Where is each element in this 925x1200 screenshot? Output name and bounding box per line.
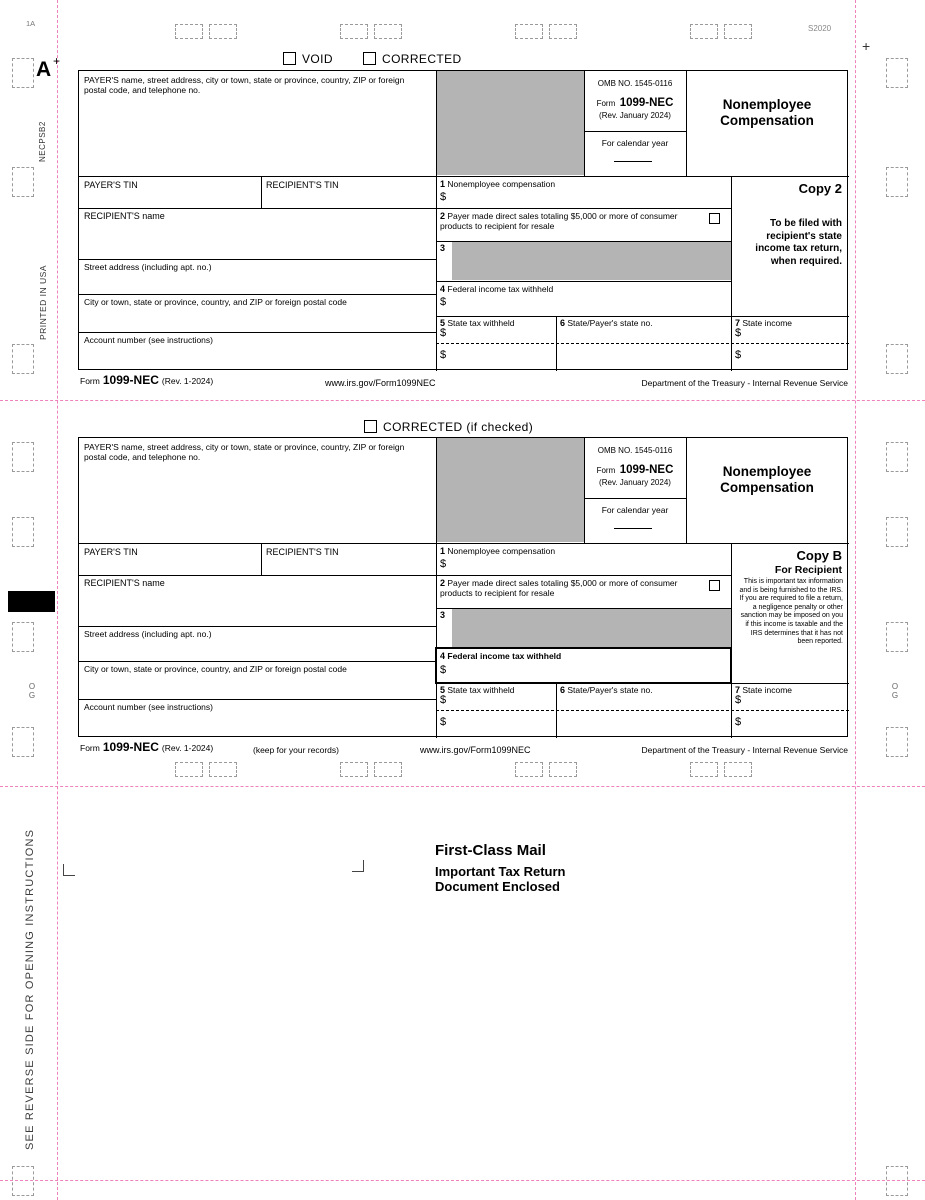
copy-note: To be filed with recipient's state income tax return, when required. bbox=[755, 218, 842, 267]
omb-number: OMB NO. 1545-0116 bbox=[597, 446, 673, 455]
form-divider bbox=[79, 259, 436, 260]
box3-number: 3 bbox=[440, 243, 446, 253]
copy-designation-column bbox=[731, 176, 848, 315]
street-address-label: Street address (including apt. no.) bbox=[84, 629, 212, 639]
box4-amount: $ bbox=[440, 296, 447, 308]
registration-mark bbox=[374, 24, 402, 39]
registration-mark bbox=[12, 517, 34, 547]
box1-number: 1 bbox=[440, 546, 446, 556]
registration-mark bbox=[886, 517, 908, 547]
registration-mark bbox=[886, 344, 908, 374]
box2-checkbox[interactable] bbox=[709, 213, 720, 224]
box7-amount-1: $ bbox=[735, 327, 742, 339]
sheet-code: S2020 bbox=[808, 24, 832, 33]
payers-tin-label: PAYER'S TIN bbox=[84, 547, 138, 557]
form-title: Nonemployee Compensation bbox=[720, 97, 814, 128]
box5-label bbox=[440, 685, 515, 695]
registration-mark bbox=[886, 167, 908, 197]
copy-label: Copy 2 bbox=[798, 181, 842, 196]
calendar-year-label: For calendar year bbox=[601, 505, 669, 515]
box7-text: State income bbox=[742, 685, 793, 695]
box7-amount-1: $ bbox=[735, 694, 742, 706]
perforation-line-vertical-right bbox=[855, 0, 856, 1200]
box6-number: 6 bbox=[560, 318, 566, 328]
registration-mark bbox=[12, 1166, 34, 1196]
form-divider bbox=[79, 626, 436, 627]
box7-amount-2: $ bbox=[735, 349, 742, 361]
mail-line1: First-Class Mail bbox=[435, 842, 546, 859]
corrected-if-checked-checkbox[interactable] bbox=[364, 420, 377, 433]
form-number-header bbox=[584, 93, 686, 111]
irs-url: www.irs.gov/Form1099NEC bbox=[420, 745, 531, 755]
registration-mark bbox=[12, 58, 34, 88]
registration-mark bbox=[886, 622, 908, 652]
box5-number: 5 bbox=[440, 318, 446, 328]
corrected-if-checked-label: CORRECTED (if checked) bbox=[383, 420, 534, 434]
box4-label bbox=[440, 651, 561, 661]
for-recipient-label: For Recipient bbox=[774, 564, 842, 576]
form-divider bbox=[686, 71, 687, 176]
og-g: G bbox=[28, 691, 36, 700]
calendar-year-label: For calendar year bbox=[601, 138, 669, 148]
plus-crop-mark-left: + bbox=[53, 54, 61, 68]
box2-checkbox[interactable] bbox=[709, 580, 720, 591]
form-divider bbox=[79, 294, 436, 295]
city-label: City or town, state or province, country, and ZIP or foreign postal code bbox=[84, 297, 347, 307]
corner-letter: A bbox=[36, 58, 52, 81]
perforation-line-horizontal-2 bbox=[0, 786, 925, 787]
mail-line3: Document Enclosed bbox=[435, 879, 560, 894]
recipient-notice: This is important tax information and is being furnished to the IRS. If you are required to file a return, a negligence penalty or other sanction may be imposed on you if this income is taxable and the IRS determines that it has not been reported. bbox=[739, 578, 843, 646]
registration-mark bbox=[886, 442, 908, 472]
box6-label bbox=[560, 318, 653, 328]
box4-number: 4 bbox=[440, 284, 446, 294]
form-divider bbox=[436, 316, 849, 317]
box2-text: Payer made direct sales totaling $5,000 or more of consumer products to recipient for resale bbox=[440, 211, 678, 231]
registration-mark bbox=[209, 762, 237, 777]
box1-text: Nonemployee compensation bbox=[447, 179, 556, 189]
form-divider bbox=[436, 438, 437, 738]
box1-label bbox=[440, 546, 555, 556]
box6-label bbox=[560, 685, 653, 695]
form-revision: (Rev. January 2024) bbox=[599, 478, 671, 487]
registration-mark bbox=[549, 24, 577, 39]
registration-mark bbox=[175, 24, 203, 39]
form-title: Nonemployee Compensation bbox=[720, 464, 814, 495]
envelope-window-mark-right bbox=[352, 860, 364, 872]
registration-mark bbox=[724, 24, 752, 39]
box4-number: 4 bbox=[440, 651, 446, 661]
form-divider bbox=[584, 498, 686, 499]
form-footer-id bbox=[80, 741, 213, 754]
registration-mark bbox=[12, 344, 34, 374]
form-divider bbox=[436, 281, 731, 282]
registration-mark bbox=[515, 24, 543, 39]
envelope-window-mark-left bbox=[63, 864, 75, 876]
og-o: O bbox=[891, 682, 899, 691]
registration-black-bar bbox=[8, 591, 55, 612]
mail-notice bbox=[435, 842, 566, 894]
entry-shade-area bbox=[437, 71, 584, 175]
box2-label bbox=[440, 578, 698, 598]
box2-label bbox=[440, 211, 698, 231]
form-divider bbox=[79, 661, 436, 662]
form-divider bbox=[79, 699, 436, 700]
form-divider bbox=[436, 71, 437, 371]
box3-shade bbox=[452, 609, 731, 647]
form-number-header bbox=[584, 460, 686, 478]
registration-mark bbox=[886, 1166, 908, 1196]
payer-info-label: PAYER'S name, street address, city or town, state or province, country, ZIP or foreign postal code, and telephone no. bbox=[84, 442, 405, 462]
box1-amount: $ bbox=[440, 191, 447, 203]
box7-label bbox=[735, 685, 792, 695]
registration-mark bbox=[515, 762, 543, 777]
treasury-label: Department of the Treasury - Internal Revenue Service bbox=[641, 378, 848, 388]
box5-label bbox=[440, 318, 515, 328]
payer-info-label: PAYER'S name, street address, city or town, state or province, country, ZIP or foreign postal code, and telephone no. bbox=[84, 75, 405, 95]
og-o: O bbox=[28, 682, 36, 691]
form-1099nec-copy2 bbox=[78, 70, 848, 370]
box7-label bbox=[735, 318, 792, 328]
recipients-tin-label: RECIPIENT'S TIN bbox=[266, 180, 339, 190]
registration-mark bbox=[12, 727, 34, 757]
street-address-label: Street address (including apt. no.) bbox=[84, 262, 212, 272]
box6-number: 6 bbox=[560, 685, 566, 695]
calendar-year-blank bbox=[614, 528, 652, 529]
calendar-year-blank bbox=[614, 161, 652, 162]
payers-tin-label: PAYER'S TIN bbox=[84, 180, 138, 190]
footer-form-word: Form bbox=[80, 743, 100, 753]
box5-text: State tax withheld bbox=[447, 318, 515, 328]
form-divider bbox=[79, 208, 731, 209]
box7-amount-2: $ bbox=[735, 716, 742, 728]
form-divider bbox=[261, 176, 262, 208]
registration-mark bbox=[175, 762, 203, 777]
box2-number: 2 bbox=[440, 578, 446, 588]
form-divider bbox=[436, 608, 731, 609]
form-divider bbox=[79, 332, 436, 333]
box1-number: 1 bbox=[440, 179, 446, 189]
footer-revision: (Rev. 1-2024) bbox=[161, 743, 214, 753]
city-label: City or town, state or province, country, and ZIP or foreign postal code bbox=[84, 664, 347, 674]
footer-form-number: 1099-NEC bbox=[102, 373, 159, 387]
box6-text: State/Payer's state no. bbox=[567, 318, 653, 328]
registration-mark bbox=[340, 24, 368, 39]
og-g: G bbox=[891, 691, 899, 700]
void-checkbox[interactable] bbox=[283, 52, 296, 65]
form-word: Form bbox=[596, 99, 616, 108]
form-divider bbox=[584, 131, 686, 132]
box3-number: 3 bbox=[440, 610, 446, 620]
copy-designation-column bbox=[731, 543, 848, 682]
registration-mark bbox=[886, 58, 908, 88]
omb-number: OMB NO. 1545-0116 bbox=[597, 79, 673, 88]
form-divider bbox=[261, 543, 262, 575]
perforation-line-horizontal-3 bbox=[0, 1180, 925, 1181]
box2-text: Payer made direct sales totaling $5,000 or more of consumer products to recipient for resale bbox=[440, 578, 678, 598]
entry-shade-area bbox=[437, 438, 584, 542]
footer-form-word: Form bbox=[80, 376, 100, 386]
recipient-name-label: RECIPIENT'S name bbox=[84, 578, 165, 588]
box1-amount: $ bbox=[440, 558, 447, 570]
box2-number: 2 bbox=[440, 211, 446, 221]
form-divider bbox=[79, 575, 731, 576]
corrected-label: CORRECTED bbox=[382, 52, 462, 66]
form-word: Form bbox=[596, 466, 616, 475]
footer-revision: (Rev. 1-2024) bbox=[161, 376, 214, 386]
box4-label bbox=[440, 284, 553, 294]
printed-in-usa-vertical: PRINTED IN USA bbox=[38, 264, 48, 340]
void-label: VOID bbox=[302, 52, 333, 66]
account-number-label: Account number (see instructions) bbox=[84, 335, 213, 345]
perforation-line-horizontal-1 bbox=[0, 400, 925, 401]
form-divider bbox=[686, 438, 687, 543]
box3-label bbox=[440, 610, 445, 620]
perforation-line-vertical-left bbox=[57, 0, 58, 1200]
keep-records-label: (keep for your records) bbox=[253, 745, 339, 755]
registration-mark bbox=[12, 622, 34, 652]
form-number: 1099-NEC bbox=[619, 464, 674, 476]
form-divider bbox=[436, 241, 731, 242]
recipient-name-label: RECIPIENT'S name bbox=[84, 211, 165, 221]
form-revision: (Rev. January 2024) bbox=[599, 111, 671, 120]
box1-text: Nonemployee compensation bbox=[447, 546, 556, 556]
registration-mark bbox=[340, 762, 368, 777]
box3-shade bbox=[452, 242, 731, 280]
amount-dashed-line bbox=[436, 710, 849, 711]
registration-mark bbox=[724, 762, 752, 777]
registration-mark bbox=[209, 24, 237, 39]
og-mark-left bbox=[27, 682, 37, 700]
registration-mark bbox=[690, 24, 718, 39]
box6-text: State/Payer's state no. bbox=[567, 685, 653, 695]
registration-mark bbox=[549, 762, 577, 777]
treasury-label: Department of the Treasury - Internal Revenue Service bbox=[641, 745, 848, 755]
box1-label bbox=[440, 179, 555, 189]
box7-text: State income bbox=[742, 318, 793, 328]
recipients-tin-label: RECIPIENT'S TIN bbox=[266, 547, 339, 557]
registration-mark bbox=[690, 762, 718, 777]
box4-amount: $ bbox=[440, 664, 447, 676]
box5-number: 5 bbox=[440, 685, 446, 695]
box5-amount-2: $ bbox=[440, 716, 447, 728]
amount-dashed-line bbox=[436, 343, 849, 344]
see-reverse-vertical: SEE REVERSE SIDE FOR OPENING INSTRUCTIONS bbox=[24, 828, 36, 1150]
box7-number: 7 bbox=[735, 318, 741, 328]
form-1099nec-copyb bbox=[78, 437, 848, 737]
registration-mark bbox=[886, 727, 908, 757]
form-number: 1099-NEC bbox=[619, 97, 674, 109]
corrected-checkbox[interactable] bbox=[363, 52, 376, 65]
irs-url: www.irs.gov/Form1099NEC bbox=[325, 378, 436, 388]
footer-form-number: 1099-NEC bbox=[102, 740, 159, 754]
registration-mark bbox=[374, 762, 402, 777]
box5-amount-1: $ bbox=[440, 327, 447, 339]
box3-label bbox=[440, 243, 445, 253]
box4-text: Federal income tax withheld bbox=[447, 651, 562, 661]
box5-amount-2: $ bbox=[440, 349, 447, 361]
account-number-label: Account number (see instructions) bbox=[84, 702, 213, 712]
form-footer-id bbox=[80, 374, 213, 387]
registration-mark bbox=[12, 167, 34, 197]
stock-code-vertical: NECPSB2 bbox=[38, 121, 47, 162]
box5-text: State tax withheld bbox=[447, 685, 515, 695]
mail-line2: Important Tax Return bbox=[435, 864, 566, 879]
box7-number: 7 bbox=[735, 685, 741, 695]
og-mark-right bbox=[890, 682, 900, 700]
plus-crop-mark-right: + bbox=[862, 38, 871, 54]
box5-amount-1: $ bbox=[440, 694, 447, 706]
copy-label: Copy B bbox=[796, 548, 842, 563]
registration-mark bbox=[12, 442, 34, 472]
box4-text: Federal income tax withheld bbox=[447, 284, 554, 294]
position-code: 1A bbox=[26, 19, 36, 28]
